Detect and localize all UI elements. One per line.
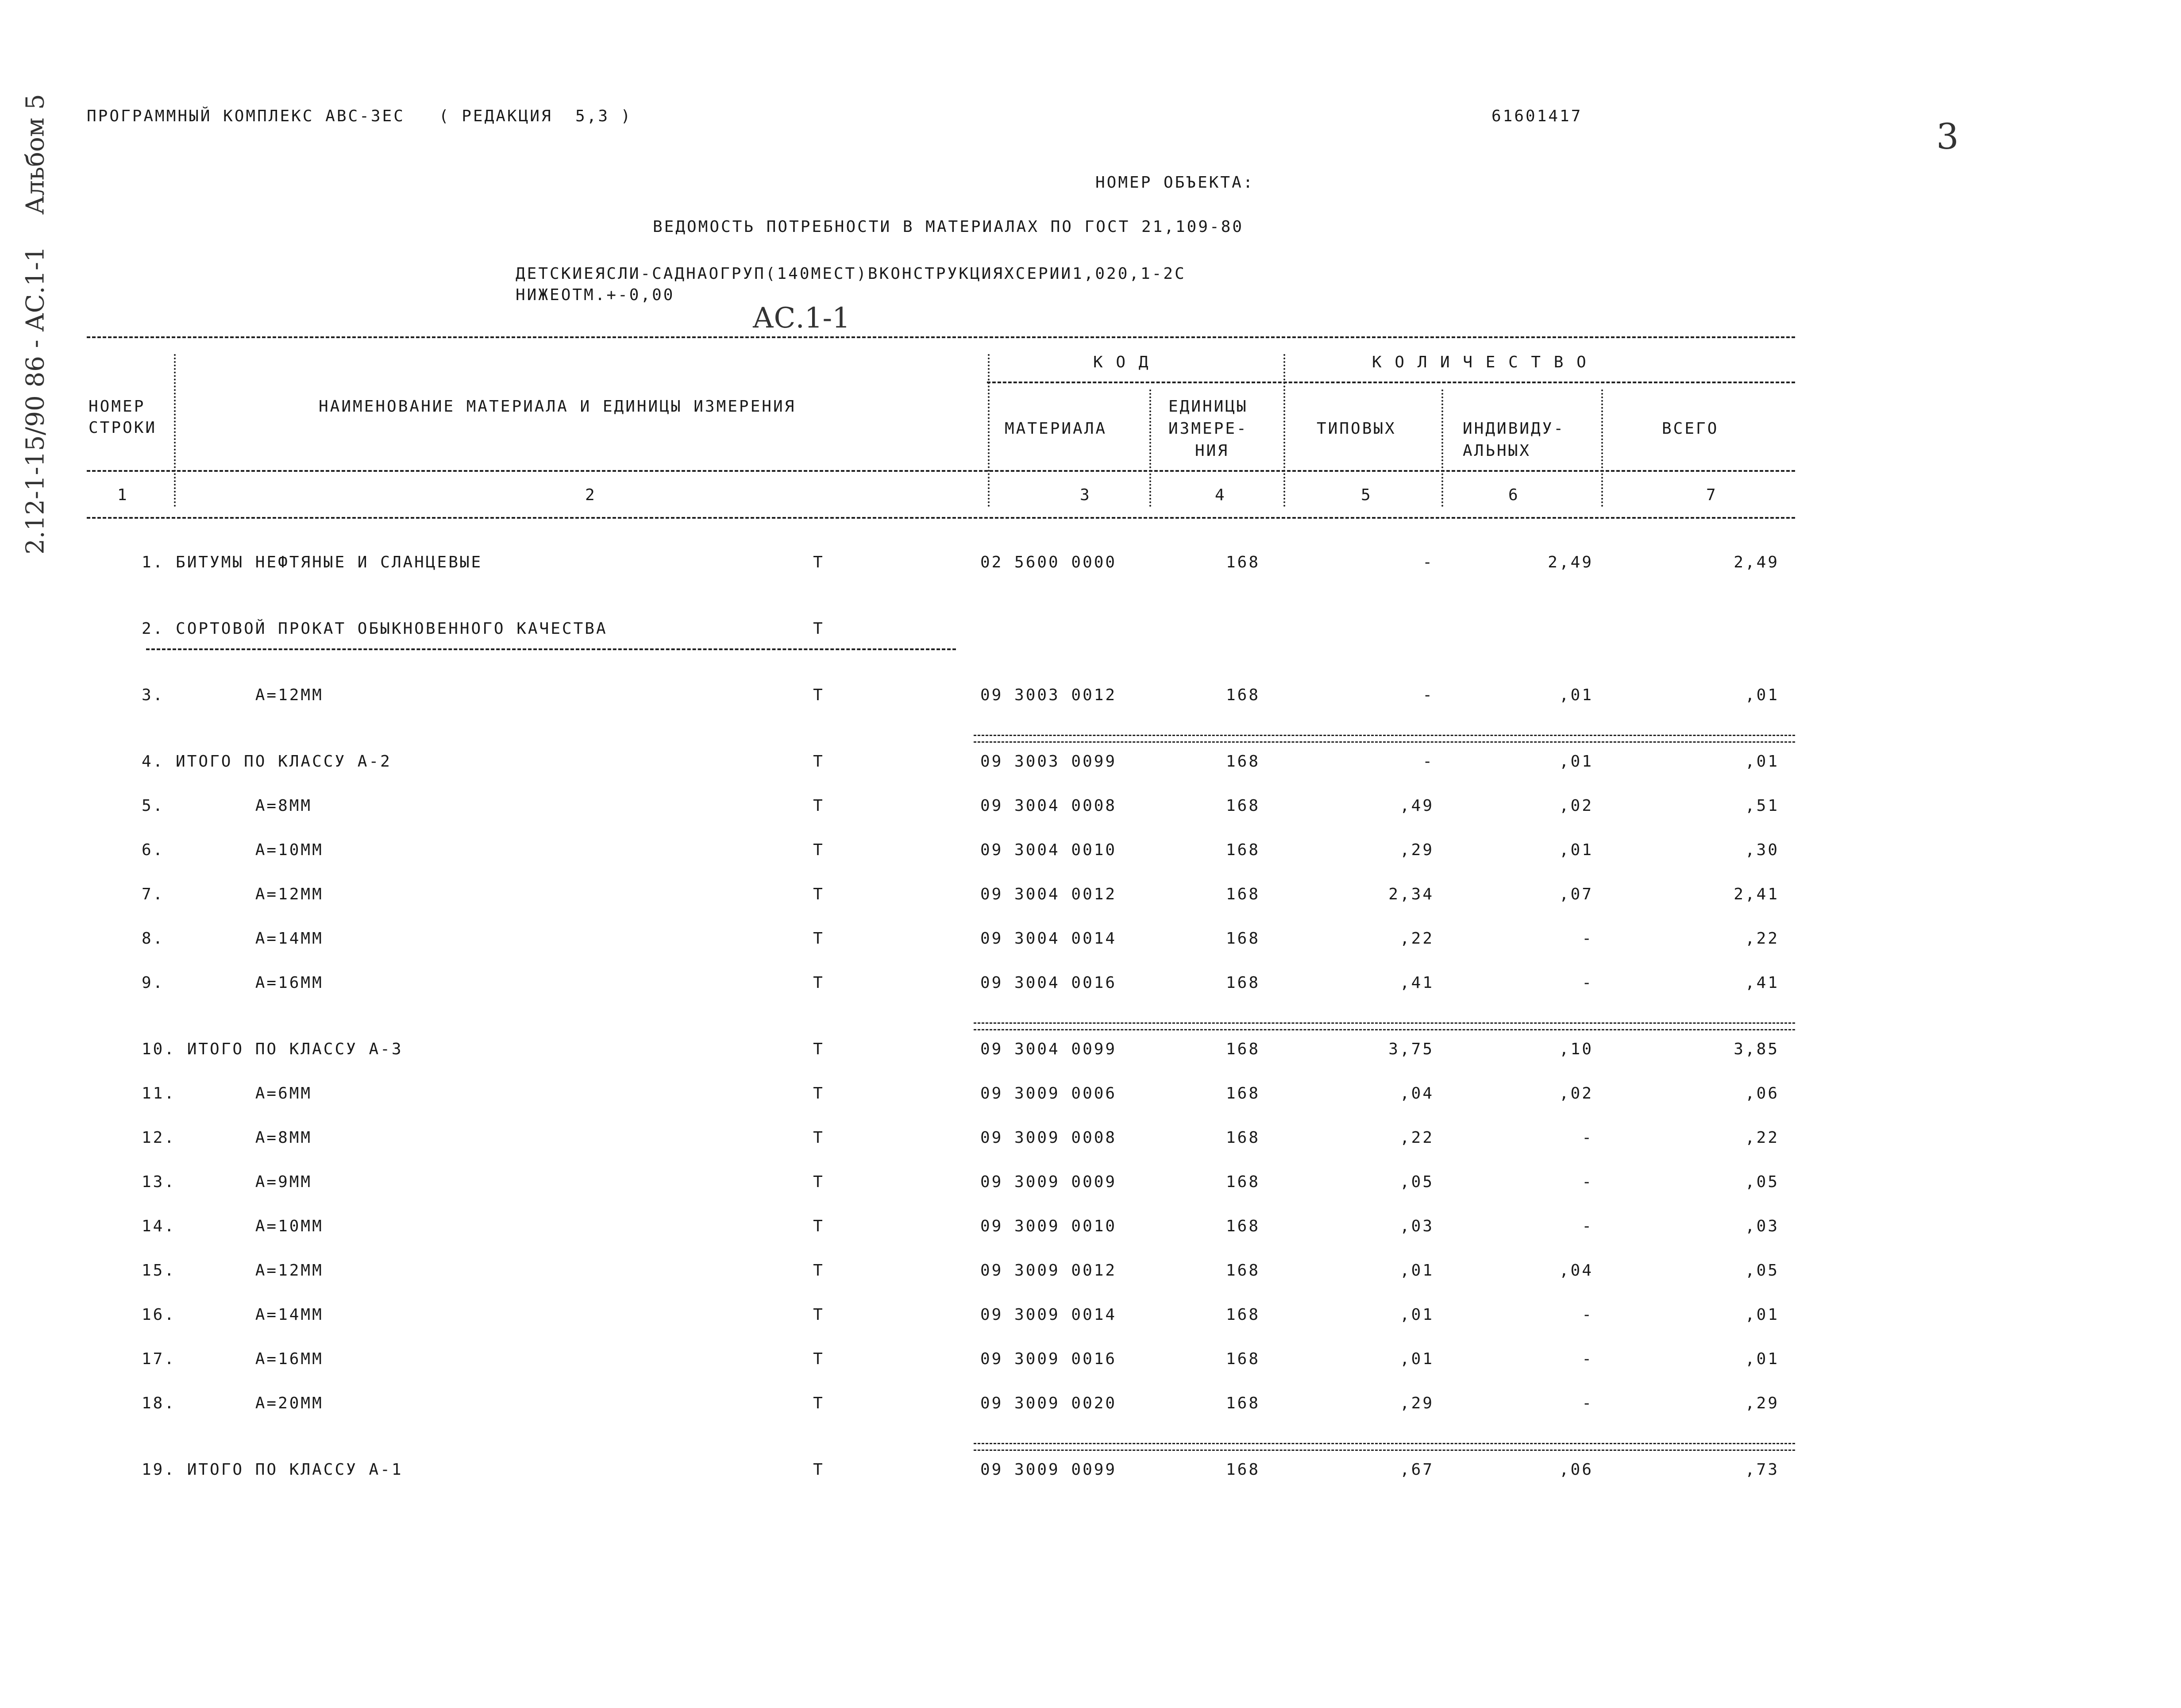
- row-typical: ,03: [1399, 1217, 1434, 1235]
- row-unit-code: 168: [1226, 1173, 1260, 1191]
- document-title: ВЕДОМОСТЬ ПОТРЕБНОСТИ В МАТЕРИАЛАХ ПО ГОСТ 21,109-80: [653, 218, 1244, 236]
- row-individual: ,02: [1559, 1084, 1593, 1103]
- header-unit-2: ИЗМЕРЕ-: [1168, 420, 1248, 438]
- row-label: 7. А=12ММ: [142, 885, 324, 903]
- row-label: 3. А=12ММ: [142, 686, 324, 704]
- header-bottom-rule: [87, 470, 1795, 472]
- row-label: 13. А=9ММ: [142, 1173, 312, 1191]
- row-total: ,01: [1745, 752, 1779, 771]
- header-row-no-2: СТРОКИ: [89, 419, 157, 437]
- row-typical: ,01: [1399, 1306, 1434, 1324]
- row-individual: ,10: [1559, 1040, 1593, 1058]
- row-label: 19. ИТОГО ПО КЛАССУ А-1: [142, 1461, 403, 1479]
- row-total: 2,49: [1734, 553, 1779, 571]
- row-unit: Т: [813, 1084, 825, 1103]
- row-individual: ,07: [1559, 885, 1593, 903]
- row-unit: Т: [813, 841, 825, 859]
- header-unit-1: ЕДИНИЦЫ: [1168, 397, 1248, 416]
- row-typical: ,49: [1399, 797, 1434, 815]
- margin-note: 2.12-1-15/90 86 - АС.1-1 Альбом 5: [21, 94, 50, 555]
- row-material-code: 09 3009 0016: [980, 1350, 1117, 1368]
- row-label: 9. А=16ММ: [142, 974, 324, 992]
- row-unit: Т: [813, 1129, 825, 1147]
- row-material-code: 09 3009 0012: [980, 1261, 1117, 1280]
- row-material-code: 02 5600 0000: [980, 553, 1117, 571]
- row-total: ,22: [1745, 1129, 1779, 1147]
- header-separator: [1601, 389, 1603, 507]
- row-total: 2,41: [1734, 885, 1779, 903]
- row-total: ,01: [1745, 1306, 1779, 1324]
- row-material-code: 09 3004 0099: [980, 1040, 1117, 1058]
- row-label: 18. А=20ММ: [142, 1394, 324, 1412]
- row-unit-code: 168: [1226, 1461, 1260, 1479]
- row-unit: Т: [813, 974, 825, 992]
- row-typical: -: [1422, 752, 1434, 771]
- header-separator: [988, 354, 990, 507]
- header-individual-1: ИНДИВИДУ-: [1463, 420, 1565, 438]
- section-rule: [146, 648, 956, 650]
- row-typical: 3,75: [1388, 1040, 1434, 1058]
- header-typical: ТИПОВЫХ: [1317, 420, 1396, 438]
- row-material-code: 09 3009 0020: [980, 1394, 1117, 1412]
- document-subtitle-1: ДЕТСКИЕЯСЛИ-САДНАОГРУП(140МЕСТ)ВКОНСТРУКЦИЯХСЕРИИ1,020,1-2С: [516, 265, 1186, 283]
- row-material-code: 09 3009 0006: [980, 1084, 1117, 1103]
- row-material-code: 09 3004 0012: [980, 885, 1117, 903]
- row-individual: ,02: [1559, 797, 1593, 815]
- row-unit-code: 168: [1226, 1306, 1260, 1324]
- subtotal-rule: [974, 735, 1795, 743]
- header-separator: [1149, 389, 1151, 507]
- row-typical: -: [1422, 553, 1434, 571]
- row-material-code: 09 3004 0014: [980, 929, 1117, 948]
- row-individual: -: [1582, 1217, 1593, 1235]
- row-typical: ,41: [1399, 974, 1434, 992]
- row-typical: -: [1422, 686, 1434, 704]
- row-total: ,29: [1745, 1394, 1779, 1412]
- row-total: ,41: [1745, 974, 1779, 992]
- row-unit: Т: [813, 1350, 825, 1368]
- header-row-no-1: НОМЕР: [89, 397, 146, 416]
- row-individual: -: [1582, 1306, 1593, 1324]
- row-material-code: 09 3009 0014: [980, 1306, 1117, 1324]
- document-code: 61601417: [1491, 107, 1583, 125]
- row-total: ,73: [1745, 1461, 1779, 1479]
- row-material-code: 09 3004 0016: [980, 974, 1117, 992]
- row-total: ,05: [1745, 1173, 1779, 1191]
- row-unit: Т: [813, 1394, 825, 1412]
- row-label: 6. А=10ММ: [142, 841, 324, 859]
- row-unit-code: 168: [1226, 929, 1260, 948]
- header-qty-group: К О Л И Ч Е С Т В О: [1372, 353, 1588, 371]
- handwritten-mark: АС.1-1: [752, 302, 850, 335]
- row-total: ,06: [1745, 1084, 1779, 1103]
- row-label: 8. А=14ММ: [142, 929, 324, 948]
- row-unit-code: 168: [1226, 752, 1260, 771]
- row-unit-code: 168: [1226, 1217, 1260, 1235]
- header-total: ВСЕГО: [1662, 420, 1719, 438]
- row-total: ,05: [1745, 1261, 1779, 1280]
- row-individual: ,01: [1559, 841, 1593, 859]
- col-number: 4: [1215, 486, 1226, 504]
- col-number: 2: [585, 486, 597, 504]
- row-typical: ,04: [1399, 1084, 1434, 1103]
- col-number: 1: [117, 486, 129, 504]
- row-unit-code: 168: [1226, 1394, 1260, 1412]
- row-label: 12. А=8ММ: [142, 1129, 312, 1147]
- row-unit: Т: [813, 686, 825, 704]
- header-unit-3: НИЯ: [1195, 442, 1229, 460]
- row-individual: ,01: [1559, 686, 1593, 704]
- row-material-code: 09 3003 0012: [980, 686, 1117, 704]
- row-total: ,01: [1745, 1350, 1779, 1368]
- row-label: 5. А=8ММ: [142, 797, 312, 815]
- row-total: ,51: [1745, 797, 1779, 815]
- row-typical: ,67: [1399, 1461, 1434, 1479]
- row-individual: ,01: [1559, 752, 1593, 771]
- row-individual: 2,49: [1548, 553, 1593, 571]
- row-individual: -: [1582, 1129, 1593, 1147]
- row-label: 1. БИТУМЫ НЕФТЯНЫЕ И СЛАНЦЕВЫЕ: [142, 553, 483, 571]
- row-unit: Т: [813, 797, 825, 815]
- row-unit: Т: [813, 752, 825, 771]
- row-total: 3,85: [1734, 1040, 1779, 1058]
- row-unit: Т: [813, 553, 825, 571]
- header-individual-2: АЛЬНЫХ: [1463, 442, 1531, 460]
- row-material-code: 09 3009 0099: [980, 1461, 1117, 1479]
- row-total: ,01: [1745, 686, 1779, 704]
- row-label: 17. А=16ММ: [142, 1350, 324, 1368]
- row-unit: Т: [813, 885, 825, 903]
- row-total: ,30: [1745, 841, 1779, 859]
- row-total: ,22: [1745, 929, 1779, 948]
- object-number: НОМЕР ОБЪЕКТА:: [1095, 173, 1255, 192]
- colnum-bottom-rule: [87, 517, 1795, 519]
- col-number: 7: [1706, 486, 1718, 504]
- row-typical: ,22: [1399, 929, 1434, 948]
- row-material-code: 09 3009 0008: [980, 1129, 1117, 1147]
- row-total: ,03: [1745, 1217, 1779, 1235]
- row-unit: Т: [813, 1217, 825, 1235]
- row-label: 14. А=10ММ: [142, 1217, 324, 1235]
- row-individual: -: [1582, 1394, 1593, 1412]
- header-code-group: К О Д: [1093, 353, 1150, 371]
- row-typical: ,29: [1399, 841, 1434, 859]
- row-unit-code: 168: [1226, 885, 1260, 903]
- row-label: 11. А=6ММ: [142, 1084, 312, 1103]
- code-group-rule: [987, 382, 1795, 383]
- row-individual: -: [1582, 1350, 1593, 1368]
- row-individual: ,04: [1559, 1261, 1593, 1280]
- row-unit: Т: [813, 1040, 825, 1058]
- col-number: 5: [1361, 486, 1372, 504]
- page-number: 3: [1936, 116, 1959, 157]
- row-unit-code: 168: [1226, 1040, 1260, 1058]
- subtotal-rule: [974, 1022, 1795, 1030]
- row-unit: Т: [813, 1261, 825, 1280]
- row-individual: -: [1582, 929, 1593, 948]
- row-typical: ,05: [1399, 1173, 1434, 1191]
- row-material-code: 09 3004 0008: [980, 797, 1117, 815]
- row-unit-code: 168: [1226, 841, 1260, 859]
- col-number: 6: [1508, 486, 1520, 504]
- row-material-code: 09 3009 0009: [980, 1173, 1117, 1191]
- row-unit: Т: [813, 620, 825, 638]
- row-material-code: 09 3003 0099: [980, 752, 1117, 771]
- row-typical: ,01: [1399, 1350, 1434, 1368]
- row-individual: -: [1582, 1173, 1593, 1191]
- col-number: 3: [1080, 486, 1091, 504]
- row-unit-code: 168: [1226, 553, 1260, 571]
- row-typical: ,29: [1399, 1394, 1434, 1412]
- row-material-code: 09 3009 0010: [980, 1217, 1117, 1235]
- row-unit: Т: [813, 929, 825, 948]
- row-individual: -: [1582, 974, 1593, 992]
- header-separator: [1441, 389, 1443, 507]
- row-unit-code: 168: [1226, 1261, 1260, 1280]
- header-separator: [1283, 354, 1285, 507]
- row-typical: ,01: [1399, 1261, 1434, 1280]
- program-header: ПРОГРАММНЫЙ КОМПЛЕКС АВС-ЗЕС ( РЕДАКЦИЯ 5,3 ): [87, 107, 632, 125]
- row-unit-code: 168: [1226, 1084, 1260, 1103]
- row-unit: Т: [813, 1461, 825, 1479]
- row-unit-code: 168: [1226, 686, 1260, 704]
- header-separator: [174, 354, 176, 507]
- row-unit-code: 168: [1226, 1350, 1260, 1368]
- row-individual: ,06: [1559, 1461, 1593, 1479]
- subtotal-rule: [974, 1443, 1795, 1451]
- header-material: МАТЕРИАЛА: [1005, 420, 1107, 438]
- row-unit-code: 168: [1226, 1129, 1260, 1147]
- row-material-code: 09 3004 0010: [980, 841, 1117, 859]
- row-typical: 2,34: [1388, 885, 1434, 903]
- table-top-rule: [87, 336, 1795, 338]
- row-unit-code: 168: [1226, 797, 1260, 815]
- row-typical: ,22: [1399, 1129, 1434, 1147]
- row-label: 16. А=14ММ: [142, 1306, 324, 1324]
- row-label: 2. СОРТОВОЙ ПРОКАТ ОБЫКНОВЕННОГО КАЧЕСТВА: [142, 620, 608, 638]
- row-unit: Т: [813, 1173, 825, 1191]
- row-unit-code: 168: [1226, 974, 1260, 992]
- header-name: НАИМЕНОВАНИЕ МАТЕРИАЛА И ЕДИНИЦЫ ИЗМЕРЕНИЯ: [319, 397, 796, 416]
- row-label: 15. А=12ММ: [142, 1261, 324, 1280]
- row-label: 4. ИТОГО ПО КЛАССУ А-2: [142, 752, 392, 771]
- document-subtitle-2: НИЖЕОТМ.+-0,00: [516, 286, 675, 304]
- row-unit: Т: [813, 1306, 825, 1324]
- row-label: 10. ИТОГО ПО КЛАССУ А-3: [142, 1040, 403, 1058]
